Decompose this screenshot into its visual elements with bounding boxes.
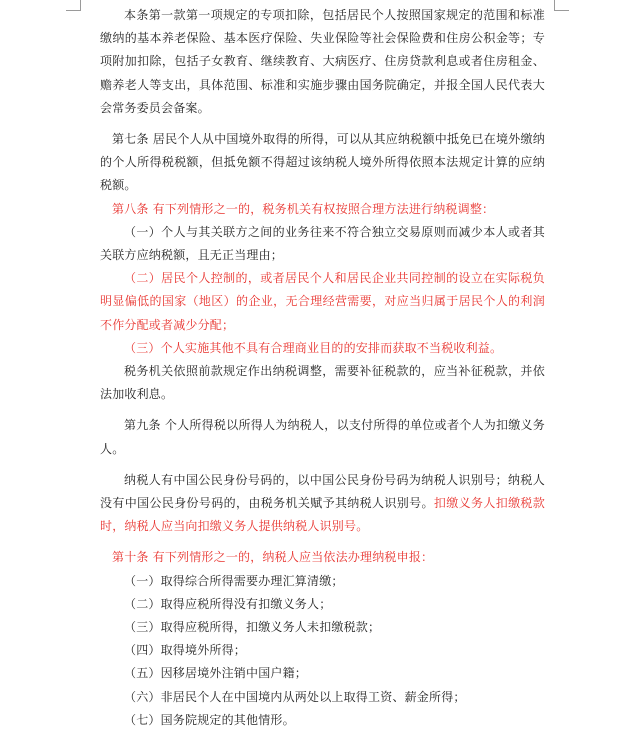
article-8-item-3: （三）个人实施其他不具有合理商业目的的安排而获取不当税收利益。 bbox=[124, 340, 503, 355]
article-9-taxpayer-id bbox=[100, 469, 545, 539]
article-10-item-4: （四）取得境外所得； bbox=[124, 643, 247, 658]
article-8-item-1: （一）个人与其关联方之间的业务往来不符合独立交易原则而减少本人或者其关联方应纳税额，且无正当理由； bbox=[100, 224, 545, 263]
article-8-heading: 第八条 有下列情形之一的，税务机关有权按照合理方法进行纳税调整： bbox=[112, 201, 495, 216]
document-page bbox=[100, 4, 545, 732]
article-10-item-1: （一）取得综合所得需要办理汇算清缴； bbox=[124, 573, 344, 588]
paragraph-special-deductions: 本条第一款第一项规定的专项扣除，包括居民个人按照国家规定的范围和标准缴纳的基本养老保险、基本医疗保险、失业保险等社会保险费和住房公积金等；专项附加扣除，包括子女教育、继续教育、大病医疗、住房贷款利息或者住房租金、赡养老人等支出，具体范围、标准和实施步骤由国务院确定，并报全国人民代表大会常务委员会备案。 bbox=[100, 8, 545, 115]
article-10-heading: 第十条 有下列情形之一的，纳税人应当依法办理纳税申报： bbox=[112, 550, 434, 565]
page-corner-mark-right bbox=[554, 0, 569, 11]
page-corner-mark-left bbox=[66, 0, 81, 11]
taxpayer-id-red-text: 扣缴义务人扣缴税款时，纳税人应当向扣缴义务人提供纳税人识别号。 bbox=[100, 496, 545, 534]
article-10-item-6: （六）非居民个人在中国境内从两处以上取得工资、薪金所得； bbox=[124, 689, 466, 704]
article-10-item-7: （七）国务院规定的其他情形。 bbox=[124, 712, 295, 727]
article-8-adjustment: 税务机关依照前款规定作出纳税调整，需要补征税款的，应当补征税款，并依法加收利息。 bbox=[100, 364, 545, 402]
article-10-item-3: （三）取得应税所得，扣缴义务人未扣缴税款； bbox=[124, 620, 381, 635]
article-9: 第九条 个人所得税以所得人为纳税人，以支付所得的单位或者个人为扣缴义务人。 bbox=[100, 418, 545, 456]
article-10-item-5: （五）因移居境外注销中国户籍； bbox=[124, 666, 308, 681]
article-8-item-2: （二）居民个人控制的，或者居民个人和居民企业共同控制的设立在实际税负明显偏低的国家（地区）的企业，无合理经营需要，对应当归属于居民个人的利润不作分配或者减少分配； bbox=[100, 271, 545, 332]
article-10-item-2: （二）取得应税所得没有扣缴义务人； bbox=[124, 596, 332, 611]
article-7: 第七条 居民个人从中国境外取得的所得，可以从其应纳税额中抵免已在境外缴纳的个人所得税税额，但抵免额不得超过该纳税人境外所得依照本法规定计算的应纳税额。 bbox=[100, 132, 545, 193]
taxpayer-id-text: 纳税人有中国公民身份号码的，以中国公民身份号码为纳税人识别号；纳税人没有中国公民身份号码的，由税务机关赋予其纳税人识别号。 bbox=[100, 472, 545, 511]
